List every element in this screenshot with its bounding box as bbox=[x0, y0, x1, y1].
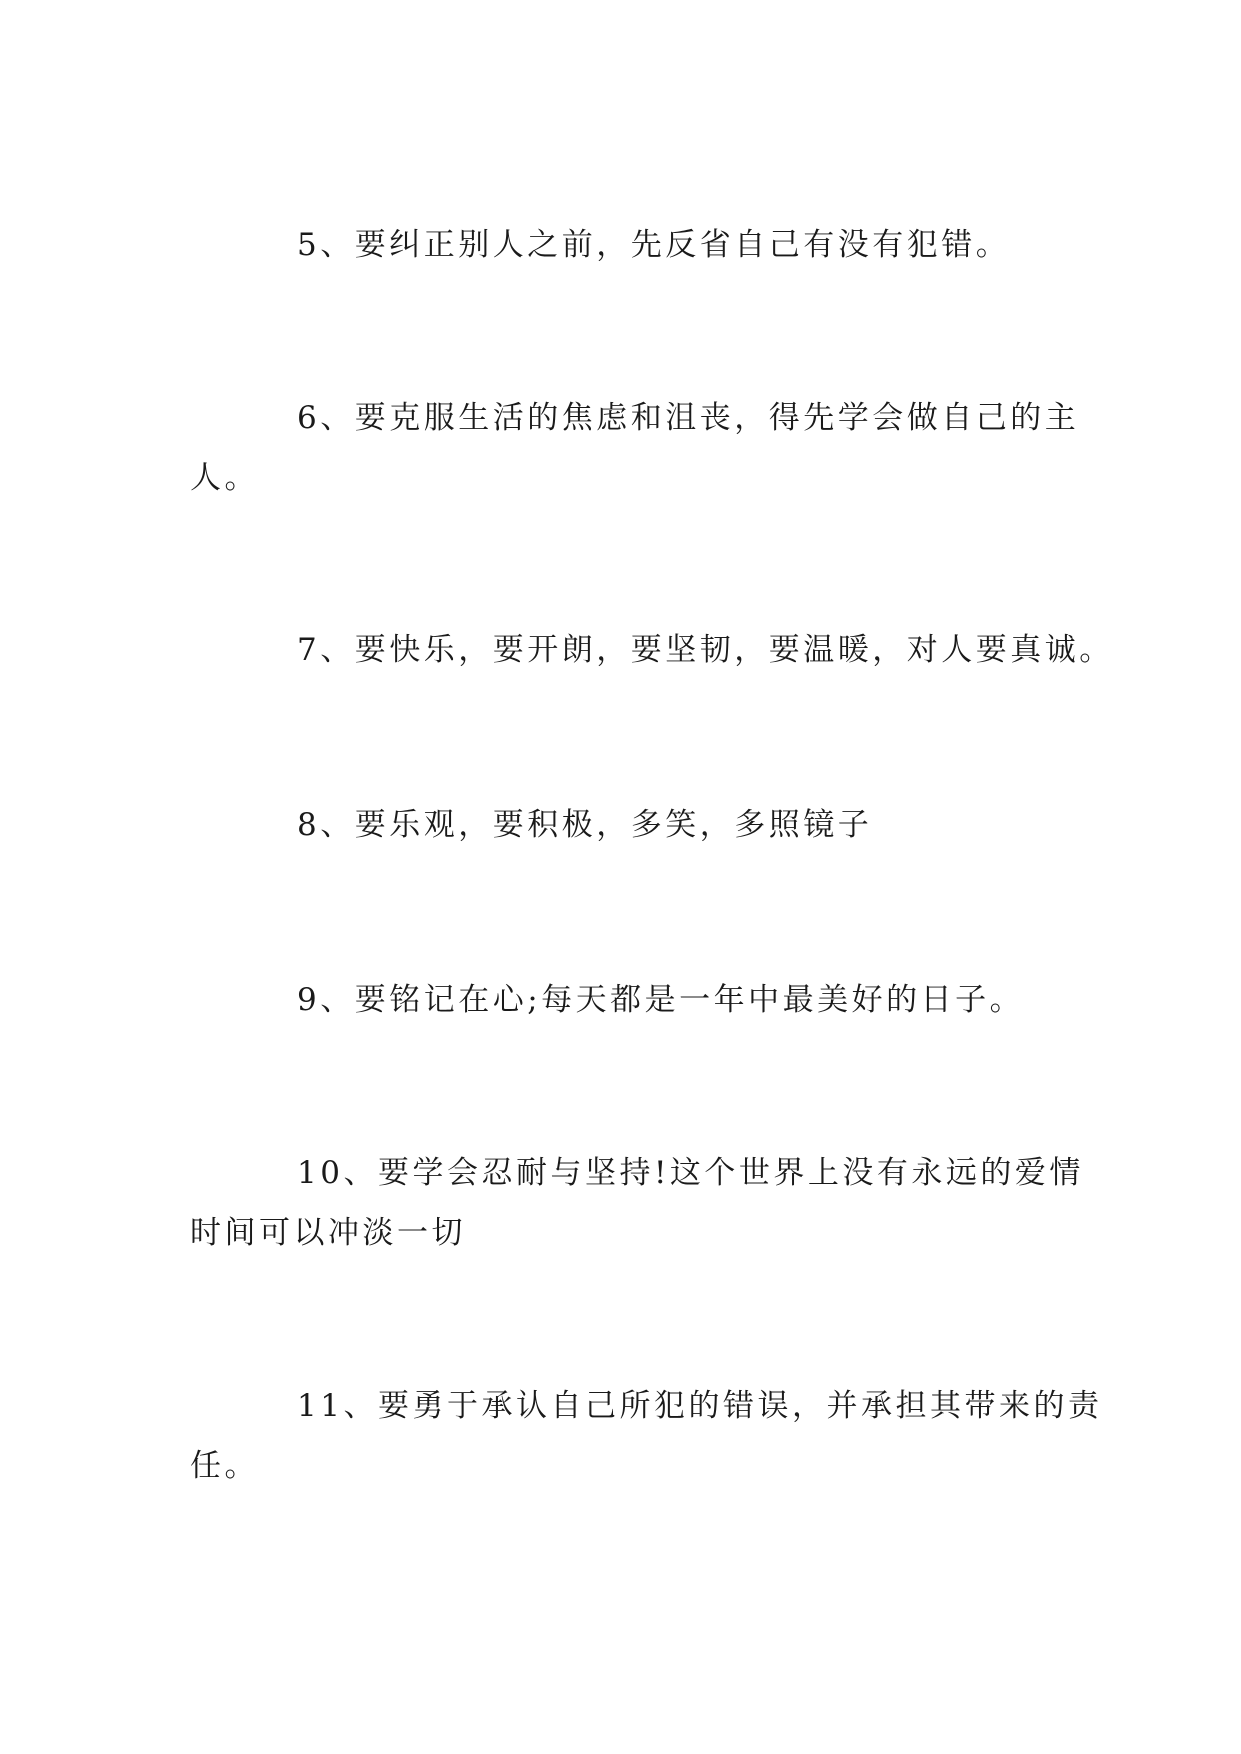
paragraph-line: 时间可以冲淡一切 bbox=[190, 1215, 466, 1251]
paragraph-item-10 bbox=[190, 1143, 1084, 1263]
paragraph-line: 8、要乐观，要积极，多笑，多照镜子 bbox=[297, 807, 873, 843]
paragraph-item-7 bbox=[190, 620, 1114, 680]
paragraph-line: 任。 bbox=[190, 1448, 259, 1484]
paragraph-line: 6、要克服生活的焦虑和沮丧，得先学会做自己的主 bbox=[297, 400, 1080, 436]
paragraph-item-11 bbox=[190, 1376, 1103, 1496]
paragraph-item-5 bbox=[190, 215, 1050, 275]
paragraph-line: 11、要勇于承认自己所犯的错误，并承担其带来的责 bbox=[297, 1388, 1103, 1424]
paragraph-item-6 bbox=[190, 388, 1080, 508]
paragraph-item-8 bbox=[190, 795, 1050, 855]
paragraph-line: 5、要纠正别人之前，先反省自己有没有犯错。 bbox=[297, 227, 1011, 263]
paragraph-line: 人。 bbox=[190, 460, 259, 496]
paragraph-line: 10、要学会忍耐与坚持!这个世界上没有永远的爱情 bbox=[297, 1155, 1084, 1191]
paragraph-line: 7、要快乐，要开朗，要坚韧，要温暖，对人要真诚。 bbox=[297, 632, 1114, 668]
paragraph-item-9 bbox=[190, 970, 1050, 1030]
paragraph-line: 9、要铭记在心;每天都是一年中最美好的日子。 bbox=[297, 982, 1025, 1018]
